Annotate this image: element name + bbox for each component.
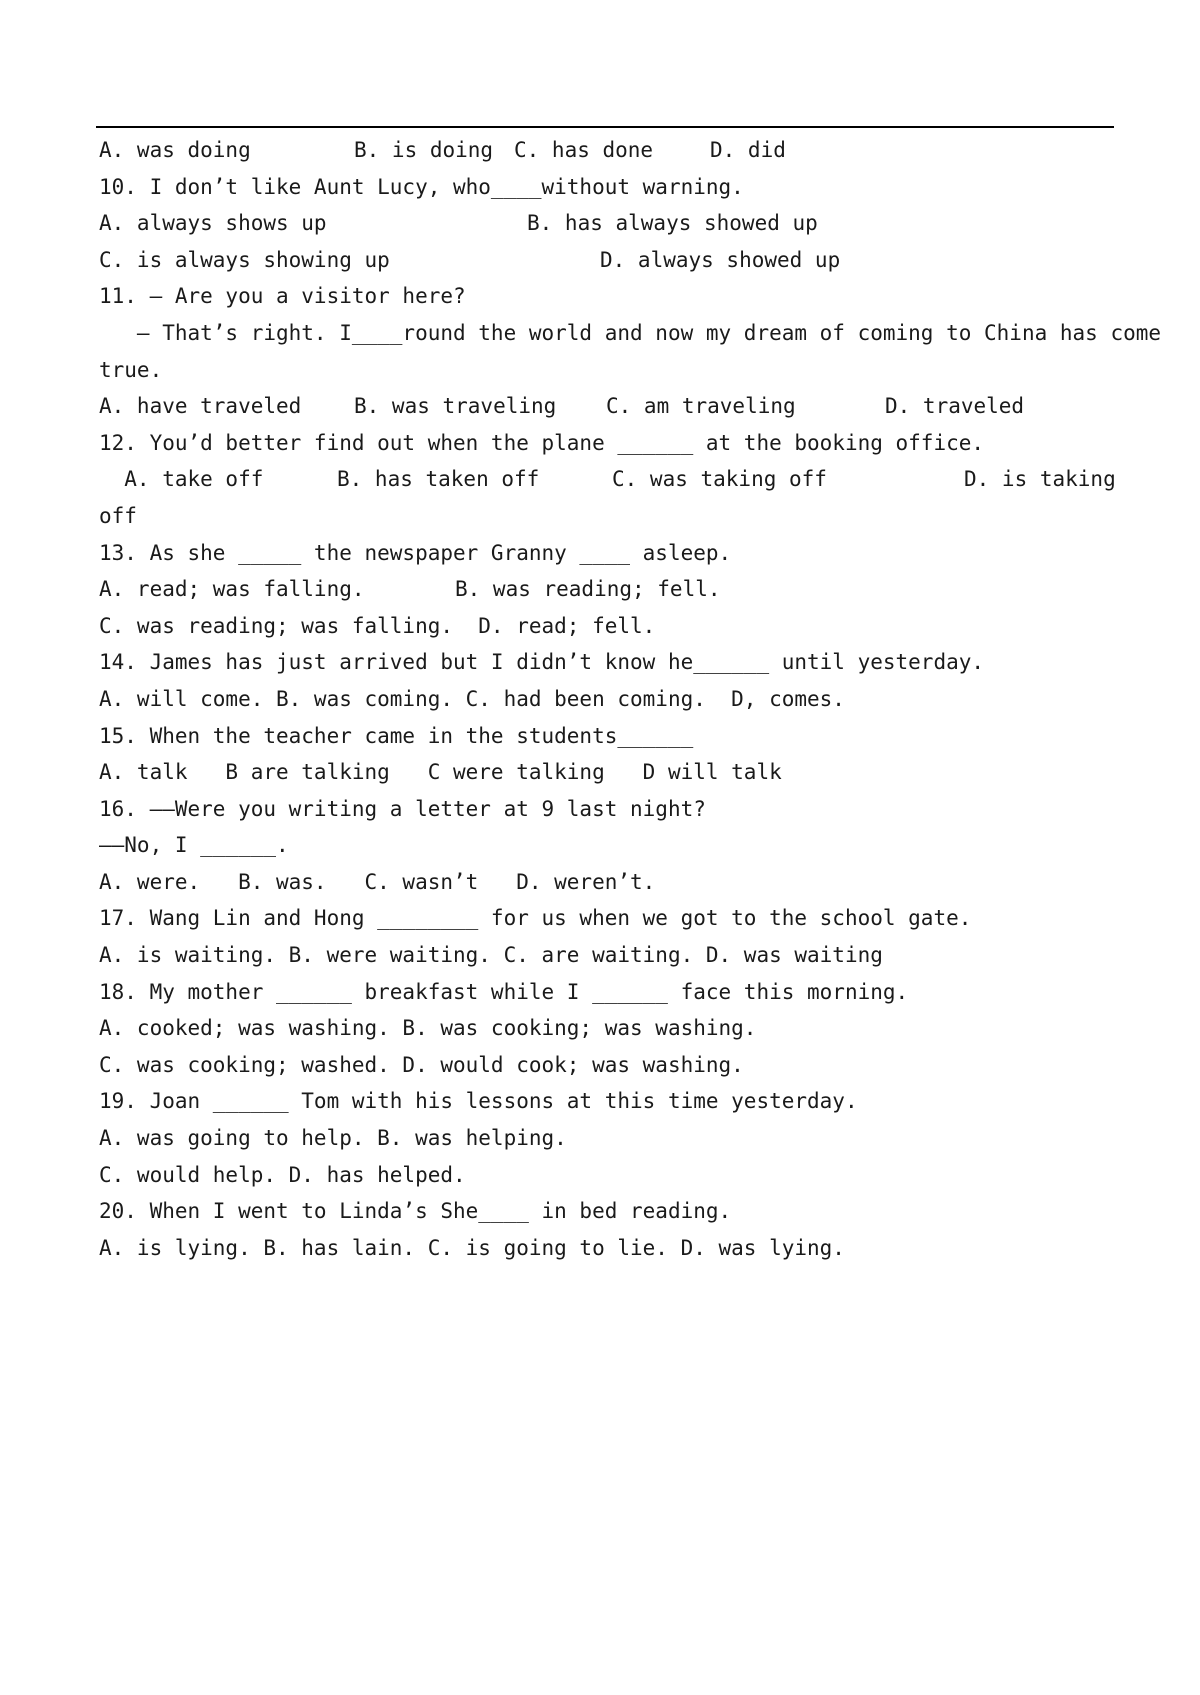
options-line	[99, 754, 1114, 791]
option-text: A. was going to help. B. was helping.	[99, 1126, 567, 1151]
question-text: 19. Joan ______ Tom with his lessons at this time yesterday.	[99, 1089, 858, 1114]
option-text: A. talk B are talking C were talking D will talk	[99, 760, 782, 785]
option-text: C. would help. D. has helped.	[99, 1162, 466, 1187]
question-line	[99, 1193, 1114, 1230]
option-text: C. was taking off	[612, 467, 827, 492]
option-text: A. read; was falling.	[99, 577, 365, 602]
question-line	[99, 278, 1114, 315]
worksheet-body	[99, 132, 1162, 1266]
options-line	[99, 461, 1114, 498]
option-text: A. take off	[99, 467, 264, 492]
options-line	[99, 571, 1114, 608]
option-text: B. was reading; fell.	[455, 577, 721, 602]
question-text: 17. Wang Lin and Hong ________ for us when we got to the school gate.	[99, 906, 972, 931]
options-line	[99, 205, 1114, 242]
options-line	[99, 388, 1114, 425]
question-line	[99, 1083, 1114, 1120]
option-text: D. always showed up	[600, 247, 841, 272]
question-text: true.	[99, 357, 163, 382]
options-line	[99, 1157, 1114, 1194]
options-line	[99, 937, 1114, 974]
header-rule	[96, 126, 1114, 128]
option-text: off	[99, 503, 137, 528]
question-line	[99, 791, 1114, 828]
option-text: B. was traveling	[354, 394, 557, 419]
question-line	[99, 352, 1114, 389]
question-text: — That’s right. I____round the world and now my dream of coming to China has come	[99, 320, 1162, 345]
options-line	[99, 242, 1114, 279]
option-text: A. is waiting. B. were waiting. C. are waiting. D. was waiting	[99, 943, 883, 968]
options-line	[99, 1120, 1114, 1157]
option-text: C. was reading; was falling. D. read; fell.	[99, 613, 656, 638]
question-text: 20. When I went to Linda’s She____ in bed reading.	[99, 1199, 732, 1224]
options-line	[99, 132, 1114, 169]
question-text: 13. As she _____ the newspaper Granny ____ asleep.	[99, 540, 732, 565]
question-text: ——No, I ______.	[99, 833, 289, 858]
question-text: 15. When the teacher came in the students______	[99, 723, 694, 748]
option-text: D. is taking	[964, 467, 1116, 492]
option-text: A. have traveled	[99, 394, 302, 419]
question-line	[99, 535, 1114, 572]
option-text: D. traveled	[885, 394, 1025, 419]
option-text: C. am traveling	[606, 394, 796, 419]
option-text: C. is always showing up	[99, 247, 390, 272]
question-line	[99, 498, 1114, 535]
question-line	[99, 718, 1114, 755]
option-text: A. is lying. B. has lain. C. is going to lie. D. was lying.	[99, 1235, 845, 1260]
question-line	[99, 974, 1114, 1011]
option-text: C. has done	[514, 138, 654, 162]
question-line	[99, 827, 1114, 864]
option-text: A. cooked; was washing. B. was cooking; was washing.	[99, 1016, 757, 1041]
question-text: 10. I don’t like Aunt Lucy, who____without warning.	[99, 174, 744, 199]
option-text: B. has taken off	[337, 467, 540, 492]
question-text: 14. James has just arrived but I didn’t know he______ until yesterday.	[99, 650, 985, 675]
options-line	[99, 608, 1114, 645]
question-text: 16. ——Were you writing a letter at 9 last night?	[99, 796, 706, 821]
option-text: A. will come. B. was coming. C. had been coming. D, comes.	[99, 686, 845, 711]
option-text: D. did	[710, 138, 786, 162]
question-line	[99, 900, 1114, 937]
option-text: A. was doing	[99, 138, 251, 162]
option-text: B. is doing	[354, 138, 494, 162]
question-text: 18. My mother ______ breakfast while I ______ face this morning.	[99, 979, 909, 1004]
options-line	[99, 1047, 1114, 1084]
question-text: 12. You’d better find out when the plane ______ at the booking office.	[99, 430, 985, 455]
options-line	[99, 1010, 1114, 1047]
question-text: 11. — Are you a visitor here?	[99, 284, 466, 309]
options-line	[99, 1230, 1114, 1267]
question-line	[99, 315, 1162, 352]
options-line	[99, 681, 1114, 718]
options-line	[99, 864, 1114, 901]
option-text: A. always shows up	[99, 211, 327, 236]
option-text: B. has always showed up	[527, 211, 818, 236]
option-text: C. was cooking; washed. D. would cook; was washing.	[99, 1052, 744, 1077]
question-line	[99, 425, 1114, 462]
option-text: A. were. B. was. C. wasn’t D. weren’t.	[99, 869, 656, 894]
question-line	[99, 169, 1114, 206]
question-line	[99, 644, 1114, 681]
